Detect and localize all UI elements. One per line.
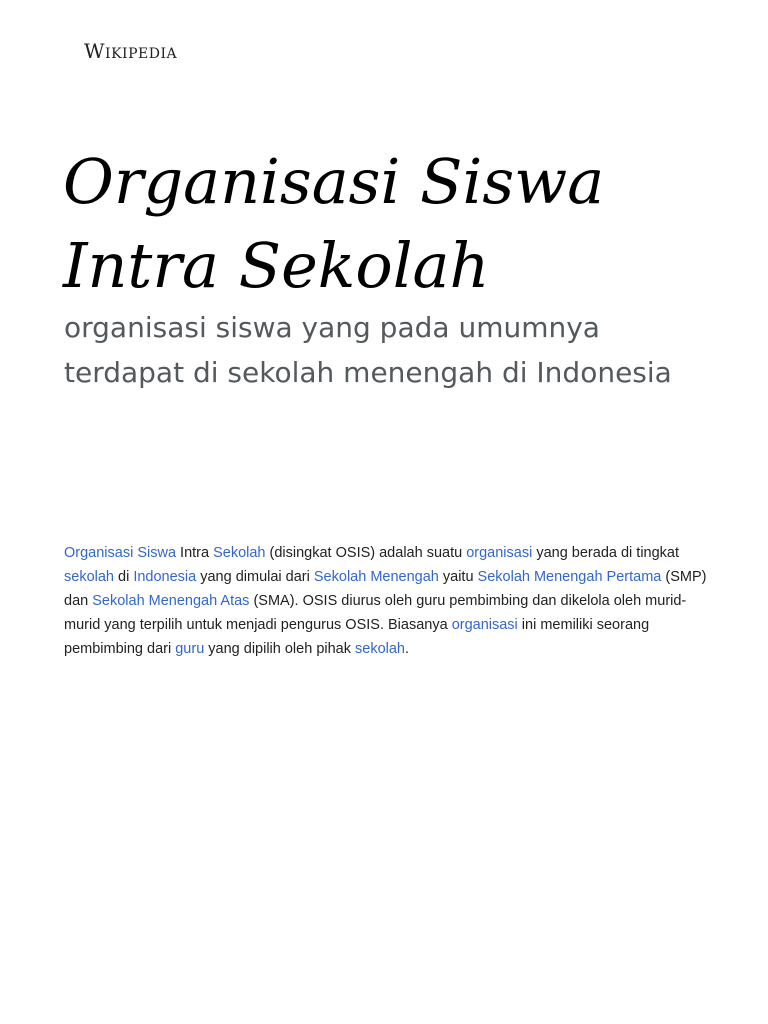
link-guru[interactable]: guru (175, 641, 205, 657)
link-sekolah-3[interactable]: sekolah (355, 641, 405, 657)
text-segment: yang berada di tingkat (532, 545, 680, 561)
link-sekolah-2[interactable]: sekolah (64, 569, 114, 585)
page-title-line-2: Intra Sekolah (63, 229, 490, 302)
link-sekolah-menengah-atas[interactable]: Sekolah Menengah Atas (92, 593, 250, 609)
text-segment: di (113, 569, 134, 585)
text-segment: yang dipilih oleh pihak (204, 641, 356, 657)
link-organisasi-siswa[interactable]: Organisasi Siswa (64, 545, 177, 561)
page-title-line-1: Organisasi Siswa (63, 145, 605, 218)
text-segment: (SMA). OSIS diurus oleh guru pembimbing dan dikelola oleh murid-murid yang terpilih untuk menjadi pengurus OSIS. Biasanya (64, 593, 687, 633)
wikipedia-wordmark: Wikipedia (84, 39, 178, 63)
page-subtitle: organisasi siswa yang pada umumnya terdapat di sekolah menengah di Indonesia (64, 311, 672, 389)
link-sekolah-menengah-pertama[interactable]: Sekolah Menengah Pertama (477, 569, 662, 585)
link-organisasi-2[interactable]: organisasi (451, 617, 518, 633)
page-title (63, 140, 723, 308)
text-segment: . (405, 641, 410, 657)
wikipedia-logo[interactable] (84, 39, 177, 63)
article-paragraph (64, 541, 714, 661)
link-indonesia[interactable]: Indonesia (133, 569, 197, 585)
link-organisasi[interactable]: organisasi (466, 545, 533, 561)
text-segment: yang dimulai dari (196, 569, 314, 585)
link-sekolah[interactable]: Sekolah (213, 545, 266, 561)
text-segment: yaitu (438, 569, 478, 585)
text-segment: ini memiliki seorang pembimbing dari (64, 617, 650, 657)
text-segment: Intra (176, 545, 214, 561)
link-sekolah-menengah[interactable]: Sekolah Menengah (313, 569, 439, 585)
text-segment: (disingkat OSIS) adalah suatu (265, 545, 467, 561)
text-segment: (SMP) dan (64, 569, 707, 609)
